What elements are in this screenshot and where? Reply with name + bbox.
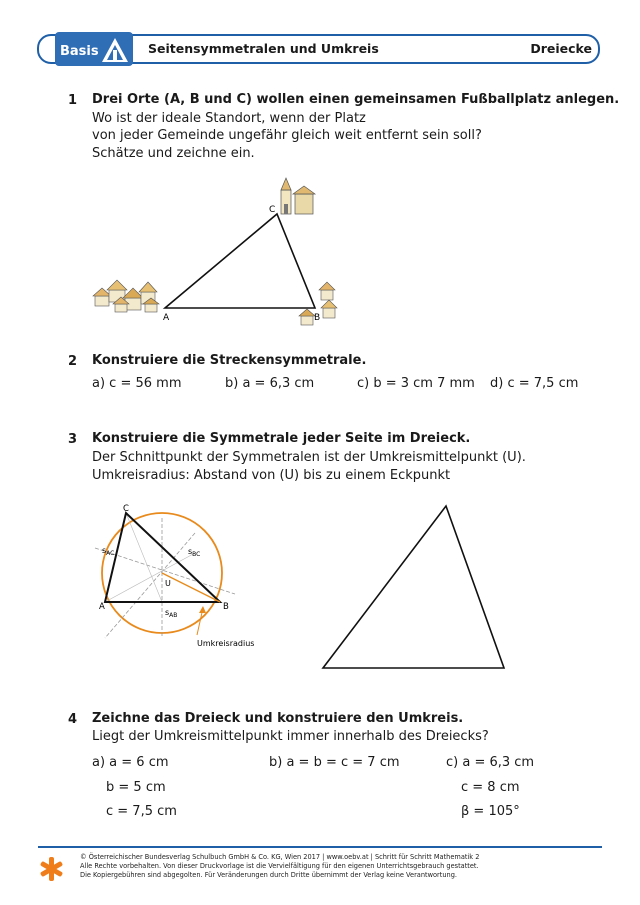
task-4-item: b = 5 cm (106, 780, 166, 795)
church-icon (281, 178, 315, 214)
task-1-line: Schätze und zeichne ein. (92, 146, 255, 161)
village-triangle (165, 214, 315, 308)
footer-line: Alle Rechte vorbehalten. Von dieser Druckvorlage ist die Vervielfältigung für den eigenen Unterrichtsgebrauch gestattet. (80, 862, 479, 870)
footer-line: Die Kopiergebühren sind abgegolten. Für Veränderungen durch Dritte übernimmt der Verlag keine Verantwortung. (80, 871, 457, 879)
village-triangle-diagram (85, 172, 355, 327)
svg-text:sAC: $s_{AC}$ (102, 546, 115, 557)
task-4-item: b) a = b = c = 7 cm (269, 755, 400, 770)
task-4-question: Liegt der Umkreismittelpunkt immer innerhalb des Dreiecks? (92, 729, 489, 744)
badge-label: Basis (60, 44, 99, 59)
footer-line: © Österreichischer Bundesverlag Schulbuch GmbH & Co. KG, Wien 2017 | www.oebv.at | Schritt für Schritt Mathematik 2 (80, 853, 480, 861)
vertex-b-label: B (223, 602, 229, 612)
page-title: Seitensymmetralen und Umkreis (148, 41, 379, 56)
empty-triangle (318, 500, 513, 675)
svg-text:sAB: $s_{AB}$ (165, 608, 178, 619)
task-3-line: Der Schnittpunkt der Symmetralen ist der Umkreismittelpunkt (U). (92, 450, 526, 465)
triangle-abc (105, 513, 220, 602)
task-2-item: d) c = 7,5 cm (490, 376, 579, 391)
task-4-item: c = 8 cm (461, 780, 520, 795)
vertex-b-label: B (314, 313, 321, 323)
task-1-title: Drei Orte (A, B und C) wollen einen gemeinsamen Fußballplatz anlegen. (92, 92, 620, 107)
task-3-line: Umkreisradius: Abstand von (U) bis zu einem Eckpunkt (92, 468, 451, 483)
task-4-item: β = 105° (461, 804, 520, 819)
village-a-icon (93, 280, 159, 312)
vertex-c-label: C (269, 205, 276, 215)
task-3-title: Konstruiere die Symmetrale jeder Seite im Dreieck. (92, 431, 471, 446)
chapter-title: Dreiecke (530, 41, 592, 56)
center-u-label: U (165, 579, 171, 588)
task-1-line: Wo ist der ideale Standort, wenn der Platz (92, 111, 366, 126)
task-4-number: 4 (68, 712, 78, 727)
task-2-title: Konstruiere die Streckensymmetrale. (92, 353, 367, 368)
footer-text (80, 853, 479, 880)
task-2-item: a) c = 56 mm (92, 376, 182, 391)
task-4-item: c = 7,5 cm (106, 804, 177, 819)
vertex-c-label: C (123, 504, 129, 514)
task-4-title: Zeichne das Dreieck und konstruiere den Umkreis. (92, 711, 464, 726)
vertex-a-label: A (163, 313, 170, 323)
task-4-item: a) a = 6 cm (92, 755, 169, 770)
vertex-a-label: A (99, 602, 105, 612)
task-2-number: 2 (68, 354, 78, 369)
task-4-item: c) a = 6,3 cm (446, 755, 535, 770)
task-3-number: 3 (68, 432, 78, 447)
task-1-number: 1 (68, 93, 78, 108)
svg-text:sBC: $s_{BC}$ (188, 547, 201, 558)
footer-divider (38, 846, 602, 848)
publisher-logo-icon (38, 855, 64, 883)
task-2-item: c) b = 3 cm 7 mm (357, 376, 475, 391)
task-1-line: von jeder Gemeinde ungefähr gleich weit entfernt sein soll? (92, 128, 482, 143)
task-2-item: b) a = 6,3 cm (225, 376, 315, 391)
triangle-logo-icon (100, 36, 130, 64)
circumcircle-diagram (85, 498, 285, 658)
radius-label: Umkreisradius (197, 639, 255, 648)
